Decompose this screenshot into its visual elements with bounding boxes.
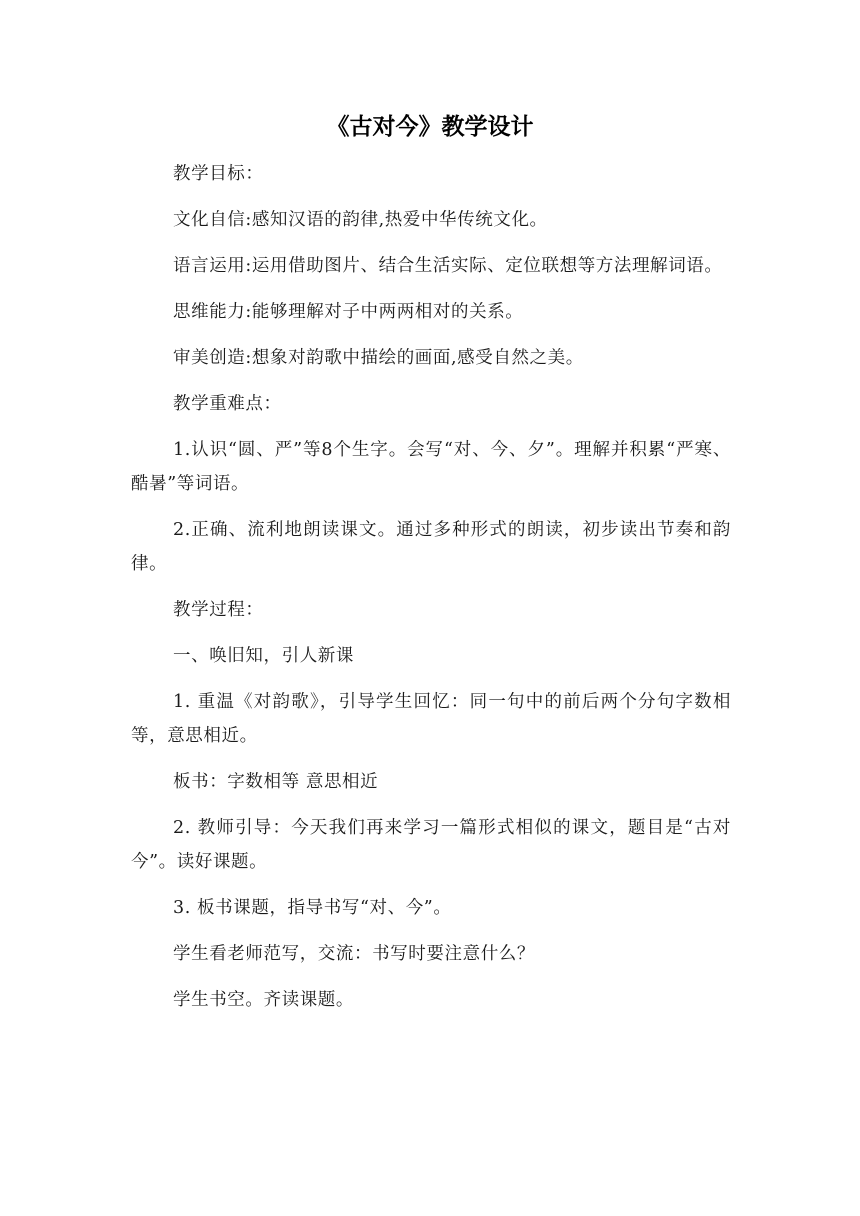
paragraph-aesthetic-creation: 审美创造:想象对韵歌中描绘的画面,感受自然之美。 — [173, 348, 584, 368]
document-body — [131, 157, 731, 1029]
paragraph-board-note: 板书：字数相等 意思相近 — [173, 772, 379, 792]
paragraph-step-1: 1. 重温《对韵歌》，引导学生回忆：同一句中的前后两个分句字数相等，意思相近。 — [131, 692, 731, 746]
paragraph-language-use: 语言运用:运用借助图片、结合生活实际、定位联想等方法理解词语。 — [173, 256, 723, 276]
paragraph-section-1-heading: 一、唤旧知，引人新课 — [173, 646, 354, 666]
paragraph-student-practice: 学生书空。齐读课题。 — [173, 990, 354, 1010]
paragraph-key-points-heading: 教学重难点： — [173, 394, 282, 414]
paragraph-step-3: 3. 板书课题，指导书写“对、今”。 — [173, 898, 452, 918]
document-title: 《古对今》教学设计 — [326, 114, 534, 140]
paragraph-step-2: 2. 教师引导：今天我们再来学习一篇形式相似的课文，题目是“古对今”。读好课题。 — [131, 818, 731, 872]
paragraph-objectives-heading: 教学目标： — [173, 164, 264, 184]
paragraph-cultural-confidence: 文化自信:感知汉语的韵律,热爱中华传统文化。 — [173, 210, 548, 230]
paragraph-thinking-ability: 思维能力:能够理解对子中两两相对的关系。 — [173, 302, 524, 322]
paragraph-key-point-2: 2.正确、流利地朗读课文。通过多种形式的朗读，初步读出节奏和韵律。 — [131, 520, 731, 574]
paragraph-process-heading: 教学过程： — [173, 600, 264, 620]
paragraph-student-exchange: 学生看老师范写，交流：书写时要注意什么？ — [173, 944, 535, 964]
paragraph-key-point-1: 1.认识“圆、严”等8个生字。会写“对、今、夕”。理解并积累“严寒、酷暑”等词语。 — [131, 440, 731, 494]
